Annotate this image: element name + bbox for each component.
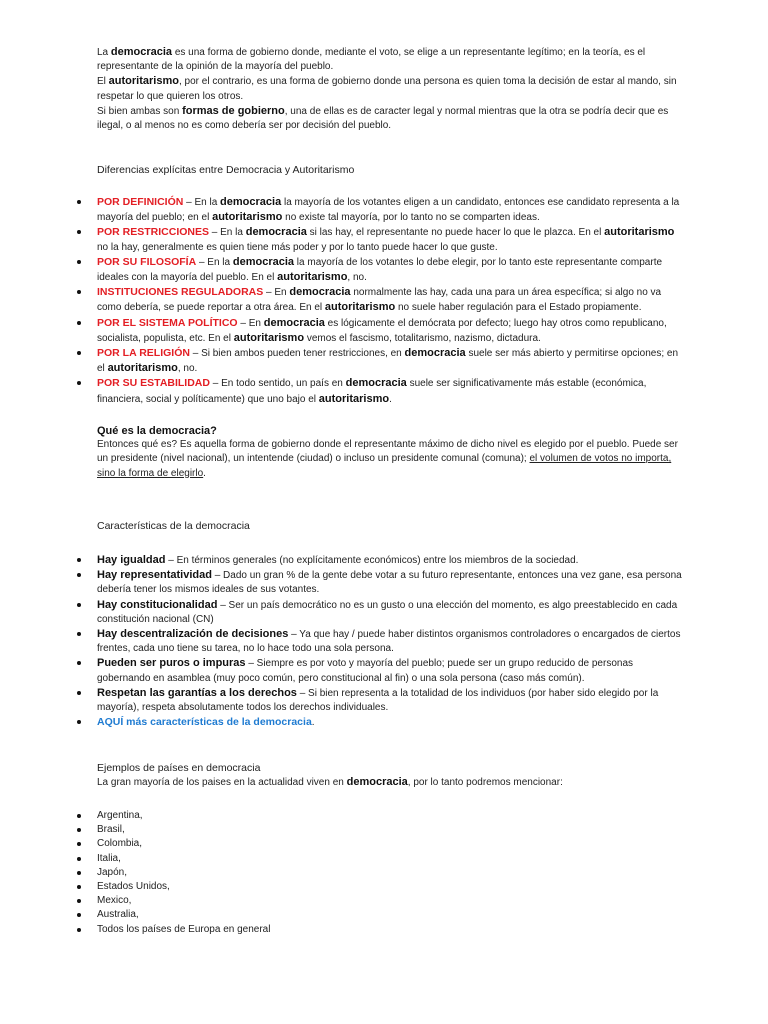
examples-heading: Ejemplos de países en democracia: [97, 762, 261, 774]
countries-list: [97, 809, 682, 937]
list-item: POR RESTRICCIONES – En la democracia si las hay, el representante no puede hacer lo que le plazca. En el autoritarismo no la hay, generalmente es quien tiene más poder y por lo tanto puede hacer lo que guste.: [97, 225, 682, 254]
list-item: POR EL SISTEMA POLÍTICO – En democracia es lógicamente el demócrata por defecto; luego hay otros como republicano, socialista, populista, etc. En el autoritarismo vemos el fascismo, totalitarismo, nazismo, dictadura.: [97, 316, 682, 346]
list-item: Brasil,: [97, 823, 682, 837]
examples-intro: La gran mayoría de los paises en la actualidad viven en democracia, por lo tanto podremos mencionar:: [97, 776, 563, 789]
list-item: AQUÍ más características de la democracia.: [97, 715, 682, 730]
list-item: Italia,: [97, 852, 682, 866]
underlined-phrase: el volumen de votos no importa, sino la forma de elegirlo: [97, 453, 672, 479]
more-characteristics-link[interactable]: AQUÍ más características de la democracia: [97, 716, 312, 729]
list-item: Hay constitucionalidad – Ser un país democrático no es un gusto o una elección del momento, es algo preestablecido en cada constitución nacional (CN): [97, 598, 682, 627]
what-is-heading: Qué es la democracia?: [97, 425, 217, 437]
list-item: Hay igualdad – En términos generales (no explícitamente económicos) entre los miembros de la sociedad.: [97, 553, 682, 568]
list-item: Estados Unidos,: [97, 880, 682, 894]
what-is-paragraph: Entonces qué es? Es aquella forma de gobierno donde el representante máximo de dicho nivel es elegido por el pueblo. Puede ser un presidente (nivel nacional), un intentende (ciudad) o incluso un presidente comunal (comuna); el volumen de votos no importa, sino la forma de elegirlo.: [97, 439, 678, 479]
list-item: Todos los países de Europa en general: [97, 923, 682, 937]
intro-paragraph-3: Si bien ambas son formas de gobierno, una de ellas es de caracter legal y normal mientras que la otra se podría decir que es ilegal, o al menos no es como debería ser por decisión del pueblo.: [97, 104, 669, 132]
intro-section: [97, 45, 682, 133]
intro-paragraph-2: El autoritarismo, por el contrario, es una forma de gobierno donde una persona es quien toma la decisión de estar al mando, sin respetar lo que quieren los otros.: [97, 75, 677, 102]
list-item: Mexico,: [97, 894, 682, 908]
examples-section: [97, 761, 682, 790]
list-item: POR LA RELIGIÓN – Si bien ambos pueden tener restricciones, en democracia suele ser más abierto y permitirse opciones; en el autoritarismo, no.: [97, 346, 682, 376]
list-item: Pueden ser puros o impuras – Siempre es por voto y mayoría del pueblo; puede ser un grupo reducido de personas gobernando en asamblea (muy poco común, pero constitucional al fin) o una sola persona (caso más común).: [97, 656, 682, 685]
characteristics-section: [97, 553, 682, 730]
list-item: INSTITUCIONES REGULADORAS – En democracia normalmente las hay, cada una para un área específica; si algo no va como debería, se puede reportar a otra área. En el autoritarismo no suele haber regulación para el Estado propiamente.: [97, 285, 682, 315]
list-item: Hay descentralización de decisiones – Ya que hay / puede haber distintos organismos controladores o encargados de ciertos frentes, cada uno tiene su tarea, no lo hace todo una sola persona.: [97, 627, 682, 656]
what-is-section: [97, 424, 682, 481]
differences-heading: Diferencias explícitas entre Democracia y Autoritarismo: [97, 164, 355, 176]
list-item: POR SU FILOSOFÍA – En la democracia la mayoría de los votantes lo debe elegir, por lo tanto este representante comparte ideales con la mayoría del pueblo. En el autoritarismo, no.: [97, 255, 682, 285]
list-item: Argentina,: [97, 809, 682, 823]
countries-section: [97, 809, 682, 937]
list-item: Japón,: [97, 866, 682, 880]
list-item: POR SU ESTABILIDAD – En todo sentido, un país en democracia suele ser significativamente más estable (económica, financiera, social y políticamente) que uno bajo el autoritarismo.: [97, 376, 682, 406]
list-item: Australia,: [97, 908, 682, 922]
differences-section: [97, 195, 682, 407]
characteristics-list: [97, 553, 682, 730]
list-item: Colombia,: [97, 837, 682, 851]
characteristics-heading: Características de la democracia: [97, 520, 250, 532]
list-item: Hay representatividad – Dado un gran % de la gente debe votar a su futuro representante, entonces una vez gane, esa persona debería tener los mismos ideales de sus votantes.: [97, 568, 682, 597]
intro-paragraph-1: La democracia es una forma de gobierno donde, mediante el voto, se elige a un representante legítimo; en la teoría, es el representante de la opinión de la mayoría del pueblo.: [97, 46, 646, 73]
list-item: POR DEFINICIÓN – En la democracia la mayoría de los votantes eligen a un candidato, entonces ese candidato representa a la mayoría del pueblo; en el autoritarismo no existe tal mayoría, por lo tanto no se comparten ideas.: [97, 195, 682, 225]
list-item: Respetan las garantías a los derechos – Si bien representa a la totalidad de los individuos (por haber sido elegido por la mayoría), respeta absolutamente todos los derechos individuales.: [97, 686, 682, 715]
differences-list: [97, 195, 682, 407]
